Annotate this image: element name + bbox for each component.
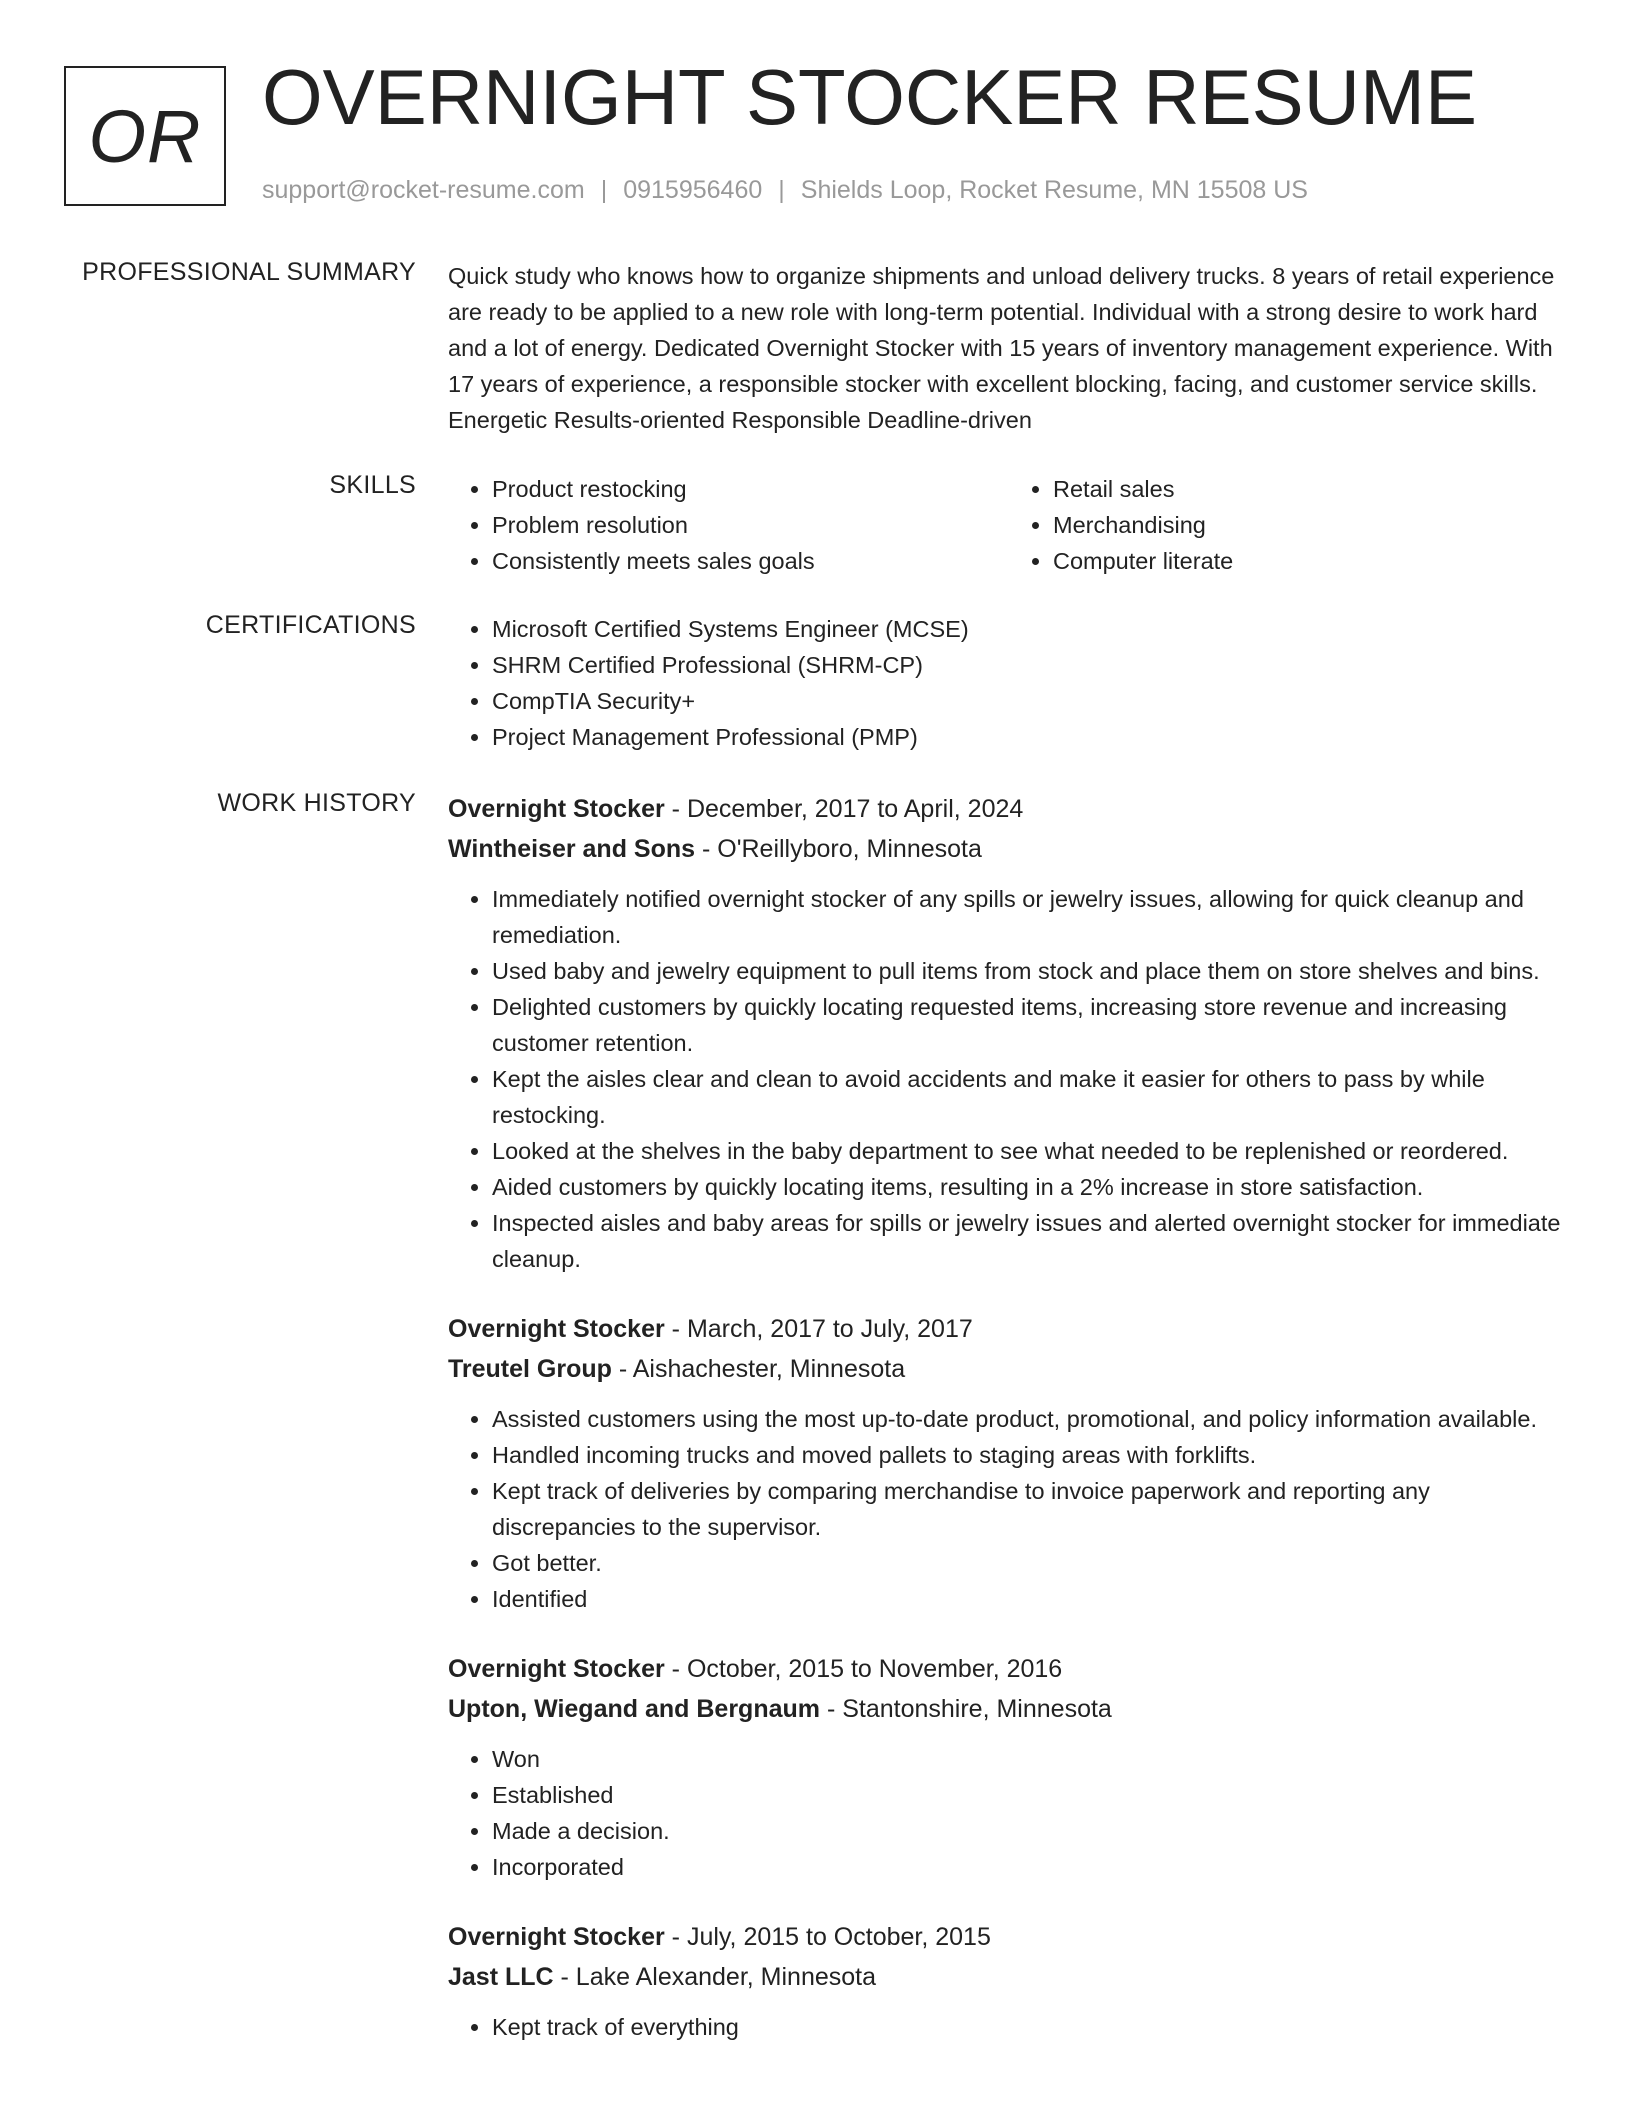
job-company: Upton, Wiegand and Bergnaum	[448, 1695, 820, 1723]
contact-line	[262, 176, 1308, 205]
job-dates: - July, 2015 to October, 2015	[664, 1923, 991, 1951]
job-bullet: • Identified	[492, 1581, 1570, 1617]
job-bullets	[448, 2009, 1570, 2045]
job-bullet: • Got better.	[492, 1545, 1570, 1581]
skills-list-right	[1009, 471, 1570, 579]
contact-separator: |	[600, 176, 608, 204]
job-dates: - December, 2017 to April, 2024	[664, 795, 1024, 823]
skills-list-left	[448, 471, 1009, 579]
certifications-heading: CERTIFICATIONS	[205, 611, 416, 639]
job-bullet: • Assisted customers using the most up-to-date product, promotional, and policy information available.	[492, 1401, 1570, 1437]
work-history-heading: WORK HISTORY	[217, 789, 416, 817]
job-role: Overnight Stocker	[448, 795, 665, 823]
summary-heading: PROFESSIONAL SUMMARY	[82, 258, 416, 286]
contact-phone: 0915956460	[623, 176, 763, 204]
job-bullet: • Won	[492, 1741, 1570, 1777]
job-bullet: • Looked at the shelves in the baby department to see what needed to be replenished or reordered.	[492, 1133, 1570, 1169]
contact-address: Shields Loop, Rocket Resume, MN 15508 US	[800, 176, 1308, 204]
certification-item: • Microsoft Certified Systems Engineer (MCSE)	[492, 611, 1570, 647]
contact-separator: |	[778, 176, 785, 204]
job-company-line	[448, 1349, 1570, 1389]
skill-item: • Product restocking	[492, 471, 1009, 507]
resume-title: OVERNIGHT STOCKER RESUME	[262, 53, 1477, 141]
certifications-body	[448, 611, 1570, 755]
job-bullets	[448, 881, 1570, 1277]
contact-email: support@rocket-resume.com	[262, 176, 585, 204]
job-company-line	[448, 1957, 1570, 1997]
job-location: - Aishachester, Minnesota	[611, 1355, 906, 1383]
job-role-line	[448, 1649, 1570, 1689]
job-entry	[448, 1917, 1570, 2045]
job-bullet: • Kept the aisles clear and clean to avoid accidents and make it easier for others to pass by while restocking.	[492, 1061, 1570, 1133]
skill-item: • Merchandising	[1053, 507, 1570, 543]
certification-item: • Project Management Professional (PMP)	[492, 719, 1570, 755]
job-bullet: • Made a decision.	[492, 1813, 1570, 1849]
job-company-line	[448, 829, 1570, 869]
job-bullet: • Immediately notified overnight stocker of any spills or jewelry issues, allowing for quick cleanup and remediation.	[492, 881, 1570, 953]
job-dates: - October, 2015 to November, 2016	[664, 1655, 1063, 1683]
job-location: - O'Reillyboro, Minnesota	[695, 835, 982, 863]
job-bullets	[448, 1401, 1570, 1617]
job-bullet: • Established	[492, 1777, 1570, 1813]
job-role: Overnight Stocker	[448, 1923, 665, 1951]
job-bullet: • Aided customers by quickly locating items, resulting in a 2% increase in store satisfaction.	[492, 1169, 1570, 1205]
job-entry	[448, 789, 1570, 1277]
skill-item: • Consistently meets sales goals	[492, 543, 1009, 579]
monogram-box	[64, 66, 226, 206]
job-entry	[448, 1649, 1570, 1885]
job-company-line	[448, 1689, 1570, 1729]
work-history-body	[448, 789, 1570, 2077]
job-role-line	[448, 789, 1570, 829]
job-bullet: • Kept track of deliveries by comparing merchandise to invoice paperwork and reporting any discrepancies to the supervisor.	[492, 1473, 1570, 1545]
job-company: Wintheiser and Sons	[448, 835, 696, 863]
skill-item: • Problem resolution	[492, 507, 1009, 543]
job-bullet: • Kept track of everything	[492, 2009, 1570, 2045]
job-role-line	[448, 1917, 1570, 1957]
job-bullet: • Inspected aisles and baby areas for spills or jewelry issues and alerted overnight stocker for immediate cleanup.	[492, 1205, 1570, 1277]
job-bullet: • Handled incoming trucks and moved pallets to staging areas with forklifts.	[492, 1437, 1570, 1473]
job-company: Treutel Group	[448, 1355, 612, 1383]
job-dates: - March, 2017 to July, 2017	[664, 1315, 973, 1343]
job-role: Overnight Stocker	[448, 1655, 665, 1683]
job-bullets	[448, 1741, 1570, 1885]
skills-heading: SKILLS	[329, 471, 416, 499]
job-bullet: • Delighted customers by quickly locating requested items, increasing store revenue and increasing customer retention.	[492, 989, 1570, 1061]
job-location: - Stantonshire, Minnesota	[820, 1695, 1112, 1723]
skill-item: • Retail sales	[1053, 471, 1570, 507]
summary-text: Quick study who knows how to organize shipments and unload delivery trucks. 8 years of retail experience are ready to be applied to a new role with long-term potential. Individual with a strong desire to work hard and a lot of energy. Dedicated Overnight Stocker with 15 years of inventory management experience. With 17 years of experience, a responsible stocker with excellent blocking, facing, and customer service skills. Energetic Results-oriented Responsible Deadline-driven	[448, 263, 1555, 433]
job-entry	[448, 1309, 1570, 1617]
job-location: - Lake Alexander, Minnesota	[553, 1963, 877, 1991]
certifications-list	[448, 611, 1570, 755]
job-role-line	[448, 1309, 1570, 1349]
job-bullet: • Incorporated	[492, 1849, 1570, 1885]
certification-item: • SHRM Certified Professional (SHRM-CP)	[492, 647, 1570, 683]
certification-item: • CompTIA Security+	[492, 683, 1570, 719]
skill-item: • Computer literate	[1053, 543, 1570, 579]
job-company: Jast LLC	[448, 1963, 554, 1991]
job-bullet: • Used baby and jewelry equipment to pull items from stock and place them on store shelves and bins.	[492, 953, 1570, 989]
summary-body	[448, 258, 1570, 438]
skills-body	[448, 471, 1570, 579]
monogram-initials: OR	[88, 94, 202, 178]
job-role: Overnight Stocker	[448, 1315, 665, 1343]
